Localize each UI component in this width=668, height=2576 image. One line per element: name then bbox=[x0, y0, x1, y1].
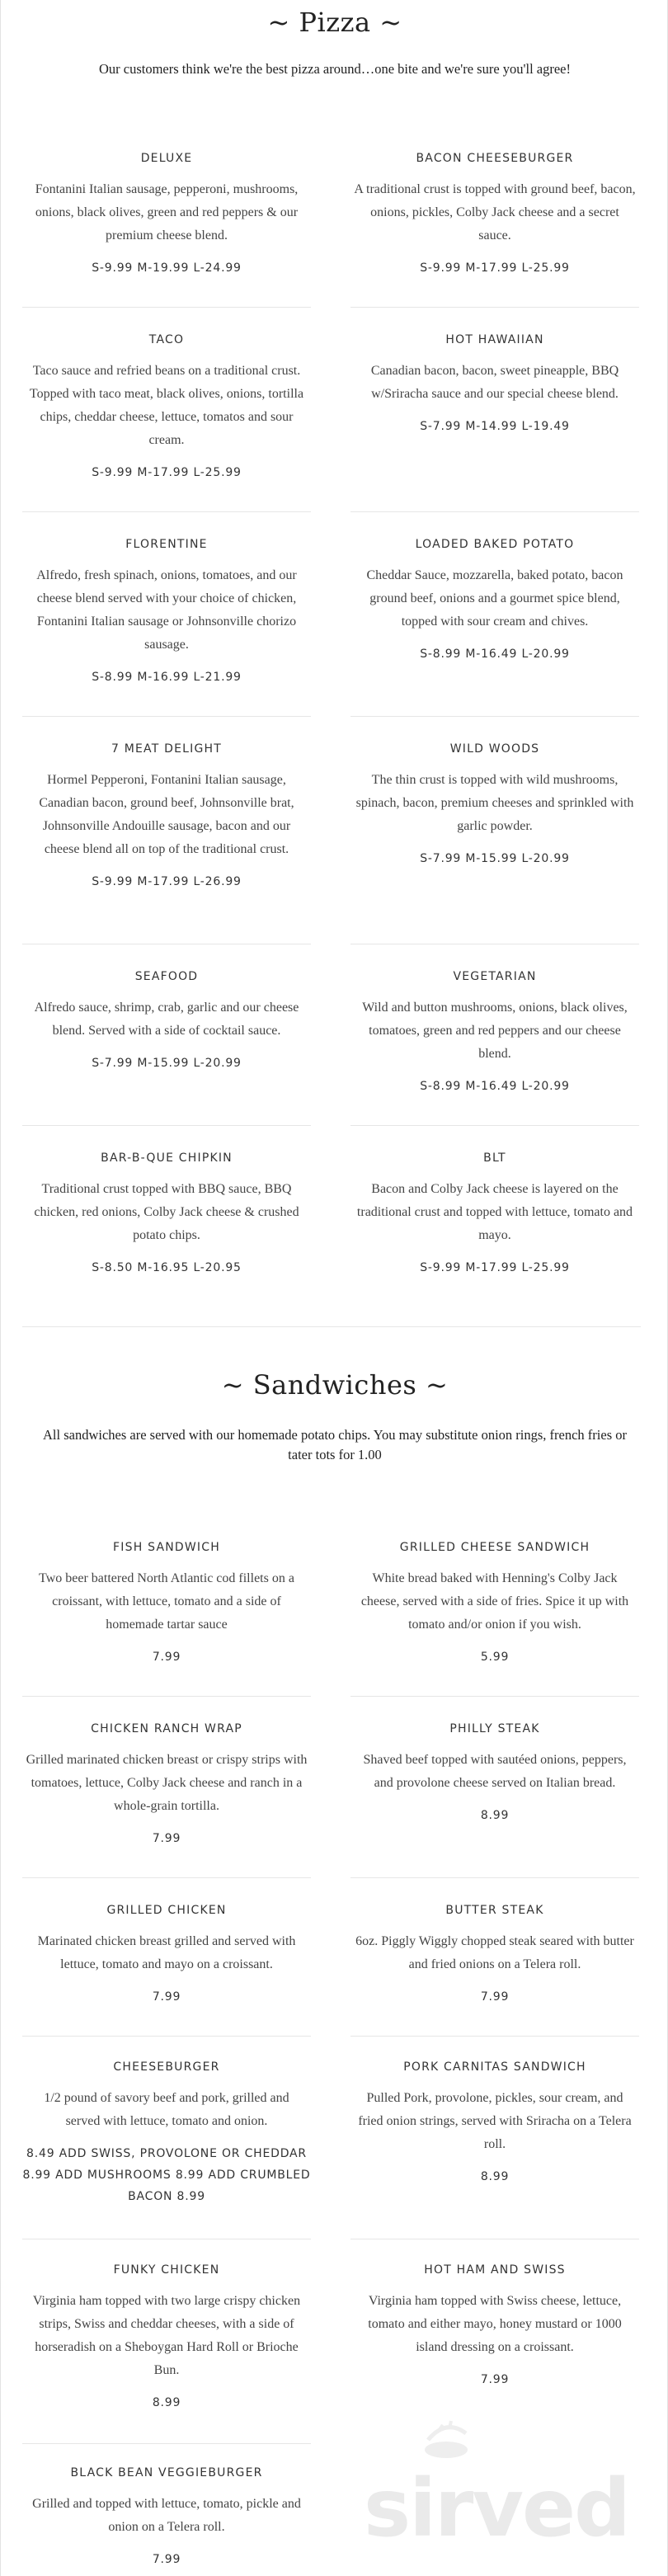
item-description: Traditional crust topped with BBQ sauce, BBQ chicken, red onions, Colby Jack cheese & crushed potato chips. bbox=[34, 1182, 299, 1242]
item-name: FUNKY CHICKEN bbox=[113, 2263, 220, 2277]
item-description: Marinated chicken breast grilled and served with lettuce, tomato and mayo on a croissant. bbox=[37, 1934, 296, 1971]
section-divider bbox=[22, 1326, 641, 1327]
item-price: S-8.99 M-16.49 L-20.99 bbox=[420, 1080, 570, 1093]
item-price: 7.99 bbox=[480, 1990, 510, 2004]
divider bbox=[350, 2036, 639, 2037]
item-description: Bacon and Colby Jack cheese is layered on the traditional crust and topped with lettuce, tomato and mayo. bbox=[356, 1182, 633, 1242]
item-name: BLACK BEAN VEGGIEBURGER bbox=[70, 2466, 263, 2479]
item-description: 1/2 pound of savory beef and pork, grilled and served with lettuce, tomato and onion. bbox=[44, 2091, 289, 2128]
item-description: 6oz. Piggly Wiggly chopped steak seared with butter and fried onions on a Telera roll. bbox=[355, 1934, 634, 1971]
item-name: BUTTER STEAK bbox=[445, 1904, 544, 1917]
item-name: GRILLED CHICKEN bbox=[106, 1904, 227, 1917]
item-price: S-8.50 M-16.95 L-20.95 bbox=[92, 1261, 242, 1274]
item-price: 7.99 bbox=[480, 2373, 510, 2386]
item-name: SEAFOOD bbox=[134, 970, 199, 983]
menu-item bbox=[22, 150, 311, 279]
divider bbox=[22, 1696, 311, 1697]
item-name: VEGETARIAN bbox=[453, 970, 537, 983]
item-description: Hormel Pepperoni, Fontanini Italian sausage, Canadian bacon, ground beef, Johnsonville brat, Johnsonville Andouille sausage, bacon and our cheese blend all on top of the traditional crust. bbox=[39, 773, 294, 856]
sandwiches-section-title: ~ Sandwiches ~ bbox=[221, 1369, 449, 1401]
item-description: Virginia ham topped with Swiss cheese, lettuce, tomato and either mayo, honey mustard or 1000 island dressing on a croissant. bbox=[368, 2294, 622, 2354]
menu-item bbox=[350, 150, 639, 279]
divider bbox=[350, 716, 639, 717]
menu-item bbox=[22, 741, 311, 892]
item-description: Grilled and topped with lettuce, tomato, pickle and onion on a Telera roll. bbox=[32, 2497, 301, 2534]
item-description: White bread baked with Henning's Colby Jack cheese, served with a side of fries. Spice it up with tomato and/or onion if you wish. bbox=[360, 1571, 629, 1632]
item-name: HOT HAM AND SWISS bbox=[424, 2263, 566, 2277]
menu-item bbox=[22, 1721, 311, 1849]
menu-item bbox=[22, 968, 311, 1074]
item-description: The thin crust is topped with wild mushrooms, spinach, bacon, premium cheeses and sprinkled with garlic powder. bbox=[355, 773, 634, 833]
item-name: HOT HAWAIIAN bbox=[445, 333, 544, 346]
menu-item bbox=[350, 1539, 639, 1668]
divider bbox=[22, 1125, 311, 1126]
menu-item bbox=[350, 968, 639, 1097]
item-name: PORK CARNITAS SANDWICH bbox=[403, 2060, 586, 2074]
item-description: Canadian bacon, bacon, sweet pineapple, BBQ w/Sriracha sauce and our special cheese blend. bbox=[370, 364, 619, 401]
item-name: BAR-B-QUE CHIPKIN bbox=[101, 1151, 233, 1165]
divider bbox=[22, 1877, 311, 1878]
pizza-section-title: ~ Pizza ~ bbox=[267, 7, 402, 38]
item-description: Alfredo, fresh spinach, onions, tomatoes, and our cheese blend served with your choice of chicken, Fontanini Italian sausage or Johnsonville chorizo sausage. bbox=[36, 568, 297, 652]
menu-item bbox=[22, 2465, 311, 2570]
item-price: 8.99 bbox=[480, 1809, 510, 1822]
item-name: CHICKEN RANCH WRAP bbox=[91, 1722, 242, 1735]
item-description: Alfredo sauce, shrimp, crab, garlic and our cheese blend. Served with a side of cocktail sauce. bbox=[34, 1001, 299, 1038]
item-price: 5.99 bbox=[480, 1651, 510, 1664]
menu-item bbox=[350, 1150, 639, 1279]
item-price: S-7.99 M-15.99 L-20.99 bbox=[92, 1057, 242, 1070]
item-price: S-7.99 M-14.99 L-19.49 bbox=[420, 420, 570, 433]
item-description: Pulled Pork, provolone, pickles, sour cream, and fried onion strings, served with Sriracha on a Telera roll. bbox=[358, 2091, 632, 2151]
item-description: A traditional crust is topped with ground beef, bacon, onions, pickles, Colby Jack cheese and a secret sauce. bbox=[354, 182, 636, 243]
menu-item bbox=[350, 741, 639, 869]
divider bbox=[350, 511, 639, 512]
item-price: 7.99 bbox=[152, 1832, 181, 1845]
menu-item bbox=[22, 1539, 311, 1668]
item-price: S-9.99 M-17.99 L-25.99 bbox=[420, 1261, 570, 1274]
menu-item bbox=[350, 2262, 639, 2390]
item-name: FLORENTINE bbox=[125, 538, 208, 551]
item-price: 8.99 bbox=[152, 2396, 181, 2409]
item-price: S-9.99 M-17.99 L-25.99 bbox=[420, 261, 570, 275]
divider bbox=[350, 1877, 639, 1878]
menu-item bbox=[22, 332, 311, 483]
divider bbox=[22, 2443, 311, 2444]
item-description: Cheddar Sauce, mozzarella, baked potato, bacon ground beef, onions and a gourmet spice blend, topped with sour cream and chives. bbox=[366, 568, 623, 629]
divider bbox=[350, 1125, 639, 1126]
divider bbox=[350, 1696, 639, 1697]
item-price: 7.99 bbox=[152, 2553, 181, 2566]
menu-item bbox=[22, 1150, 311, 1279]
item-price: 7.99 bbox=[152, 1651, 181, 1664]
pizza-section-subtitle: Our customers think we're the best pizza around…one bite and we're sure you'll agree! bbox=[98, 61, 571, 77]
divider bbox=[22, 307, 311, 308]
item-price: 8.49 ADD SWISS, PROVOLONE OR CHEDDAR 8.99 ADD MUSHROOMS 8.99 ADD CRUMBLED BACON 8.99 bbox=[22, 2147, 311, 2203]
item-name: DELUXE bbox=[140, 152, 193, 165]
divider bbox=[22, 2036, 311, 2037]
menu-item bbox=[350, 2059, 639, 2187]
item-name: PHILLY STEAK bbox=[449, 1722, 540, 1735]
item-name: WILD WOODS bbox=[449, 742, 540, 756]
menu-item bbox=[22, 2262, 311, 2414]
menu-item bbox=[350, 332, 639, 437]
item-price: S-9.99 M-17.99 L-25.99 bbox=[92, 466, 242, 479]
item-name: GRILLED CHEESE SANDWICH bbox=[399, 1541, 590, 1554]
item-price: S-8.99 M-16.49 L-20.99 bbox=[420, 648, 570, 661]
item-description: Shaved beef topped with sautéed onions, peppers, and provolone cheese served on Italian bread. bbox=[363, 1753, 627, 1790]
item-name: LOADED BAKED POTATO bbox=[415, 538, 575, 551]
item-price: 7.99 bbox=[152, 1990, 181, 2004]
item-name: FISH SANDWICH bbox=[113, 1541, 220, 1554]
item-description: Virginia ham topped with two large crispy chicken strips, Swiss and cheddar cheeses, with a side of horseradish on a Sheboygan Hard Roll or Brioche Bun. bbox=[32, 2294, 301, 2377]
item-name: CHEESEBURGER bbox=[113, 2060, 220, 2074]
menu-item bbox=[22, 536, 311, 688]
menu-item bbox=[350, 536, 639, 665]
divider bbox=[350, 307, 639, 308]
item-price: S-7.99 M-15.99 L-20.99 bbox=[420, 852, 570, 865]
menu-item bbox=[22, 1902, 311, 2008]
sandwiches-section-subtitle: All sandwiches are served with our homemade potato chips. You may substitute onion rings, french fries or tater tots for 1.00 bbox=[43, 1427, 627, 1462]
menu-item bbox=[22, 2059, 311, 2207]
item-price: S-9.99 M-17.99 L-26.99 bbox=[92, 875, 242, 888]
item-description: Wild and button mushrooms, onions, black olives, tomatoes, green and red peppers and our cheese blend. bbox=[362, 1001, 628, 1061]
item-name: TACO bbox=[148, 333, 185, 346]
menu-item bbox=[350, 1721, 639, 1826]
item-description: Two beer battered North Atlantic cod fillets on a croissant, with lettuce, tomato and a side of homemade tartar sauce bbox=[39, 1571, 294, 1632]
item-description: Taco sauce and refried beans on a traditional crust. Topped with taco meat, black olives, onions, tortilla chips, cheddar cheese, lettuce, tomatos and sour cream. bbox=[29, 364, 304, 447]
item-price: 8.99 bbox=[480, 2170, 510, 2183]
menu-item bbox=[350, 1902, 639, 2008]
item-name: BLT bbox=[483, 1151, 506, 1165]
divider bbox=[22, 511, 311, 512]
item-price: S-8.99 M-16.99 L-21.99 bbox=[92, 671, 242, 684]
item-description: Grilled marinated chicken breast or crispy strips with tomatoes, lettuce, Colby Jack cheese and ranch in a whole-grain tortilla. bbox=[26, 1753, 308, 1813]
sirved-watermark: sirved bbox=[364, 2462, 629, 2555]
item-price: S-9.99 M-19.99 L-24.99 bbox=[92, 261, 242, 275]
item-name: BACON CHEESEBURGER bbox=[416, 152, 574, 165]
item-name: 7 MEAT DELIGHT bbox=[111, 742, 223, 756]
divider bbox=[22, 716, 311, 717]
item-description: Fontanini Italian sausage, pepperoni, mushrooms, onions, black olives, green and red peppers & our premium cheese blend. bbox=[35, 182, 299, 243]
